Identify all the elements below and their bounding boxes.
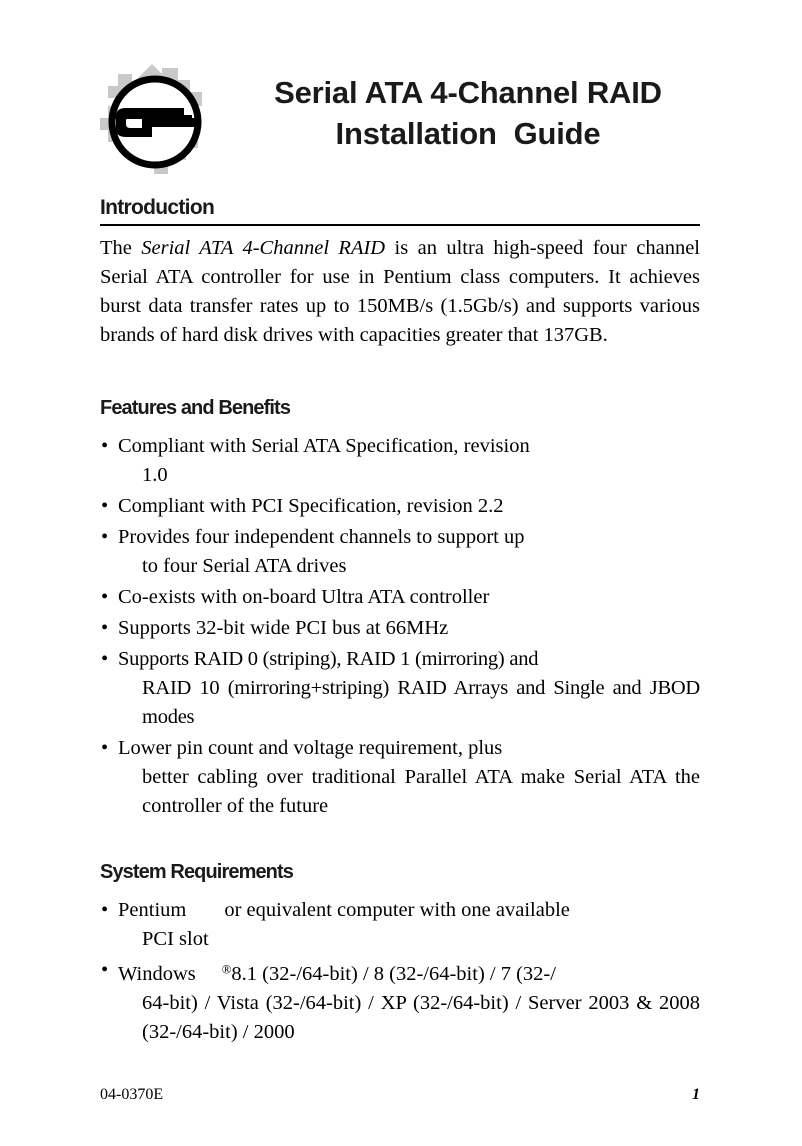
- intro-text-lead: The: [100, 237, 142, 259]
- siig-logo: [100, 62, 212, 178]
- page-title: [236, 72, 700, 154]
- pentium-rest: or equivalent computer with one available: [224, 899, 570, 921]
- title-line-1: Serial ATA 4-Channel RAID: [274, 75, 662, 110]
- intro-product-name: Serial ATA 4-Channel RAID: [141, 237, 386, 259]
- bullet-icon: •: [101, 495, 109, 517]
- windows-label: Windows: [118, 963, 196, 986]
- features-heading: Features and Benefits: [100, 397, 291, 419]
- list-item: [100, 645, 700, 732]
- requirement-pentium: [118, 899, 570, 921]
- document-header: [100, 58, 700, 180]
- bullet-icon: •: [101, 959, 109, 981]
- feature-text: Compliant with PCI Specification, revision 2.2: [118, 495, 504, 517]
- introduction-divider: [100, 224, 700, 226]
- intro-text-rest: is an ultra high-speed four channel Serial ATA controller for use in Pentium class computers. It achieves burst data transfer rates up to 150MB/s (1.5Gb/s) and supports various brands of hard disk drives with capacities greater that 137GB.: [100, 237, 700, 346]
- feature-text: Lower pin count and voltage requirement, plus: [118, 737, 503, 759]
- list-item: [100, 492, 700, 521]
- list-item: [100, 734, 700, 821]
- page-number: 1: [692, 1086, 700, 1103]
- introduction-section: [100, 196, 700, 350]
- document-code: 04-0370E: [100, 1086, 164, 1103]
- list-item: [100, 523, 700, 581]
- introduction-heading: Introduction: [100, 196, 215, 219]
- registered-icon: ®: [221, 963, 232, 977]
- introduction-paragraph: [100, 234, 700, 350]
- bullet-icon: •: [101, 526, 109, 548]
- feature-text: Provides four independent channels to support up: [118, 526, 525, 548]
- list-item: [100, 956, 700, 1047]
- requirement-windows: [118, 963, 556, 985]
- bullet-icon: •: [101, 435, 109, 457]
- feature-text-cont: 1.0: [142, 464, 168, 486]
- feature-text: Supports RAID 0 (striping), RAID 1 (mirroring) and: [118, 648, 539, 670]
- list-item: [100, 583, 700, 612]
- pentium-label: Pentium: [118, 899, 187, 921]
- feature-text: Co-exists with on-board Ultra ATA controller: [118, 586, 490, 608]
- system-requirements-list: [100, 896, 700, 1047]
- feature-text-cont: better cabling over traditional Parallel ATA make Serial ATA the controller of the future: [142, 766, 700, 817]
- requirement-pentium-cont: PCI slot: [142, 928, 209, 950]
- page-footer: [100, 1086, 700, 1104]
- features-list: [100, 432, 700, 821]
- feature-text: Supports 32-bit wide PCI bus at 66MHz: [118, 617, 449, 639]
- list-item: [100, 432, 700, 490]
- system-requirements-section: [100, 860, 700, 1049]
- system-requirements-heading: System Requirements: [100, 861, 293, 883]
- feature-text: Compliant with Serial ATA Specification, revision: [118, 435, 530, 457]
- bullet-icon: •: [101, 648, 108, 670]
- bullet-icon: •: [101, 737, 109, 759]
- feature-text-cont: RAID 10 (mirroring+striping) RAID Arrays and Single and JBOD modes: [142, 677, 700, 728]
- list-item: [100, 614, 700, 643]
- features-section: [100, 396, 700, 823]
- list-item: [100, 896, 700, 954]
- bullet-icon: •: [101, 617, 109, 639]
- feature-text-cont: to four Serial ATA drives: [142, 555, 347, 577]
- bullet-icon: •: [101, 586, 109, 608]
- windows-versions: 8.1 (32-/64-bit) / 8 (32-/64-bit) / 7 (32-/: [231, 963, 556, 986]
- bullet-icon: •: [101, 899, 109, 921]
- title-line-2: Installation Guide: [335, 116, 601, 151]
- requirement-windows-cont: 64-bit) / Vista (32-/64-bit) / XP (32-/64-bit) / Server 2003 & 2008 (32-/64-bit) / 2000: [142, 992, 700, 1044]
